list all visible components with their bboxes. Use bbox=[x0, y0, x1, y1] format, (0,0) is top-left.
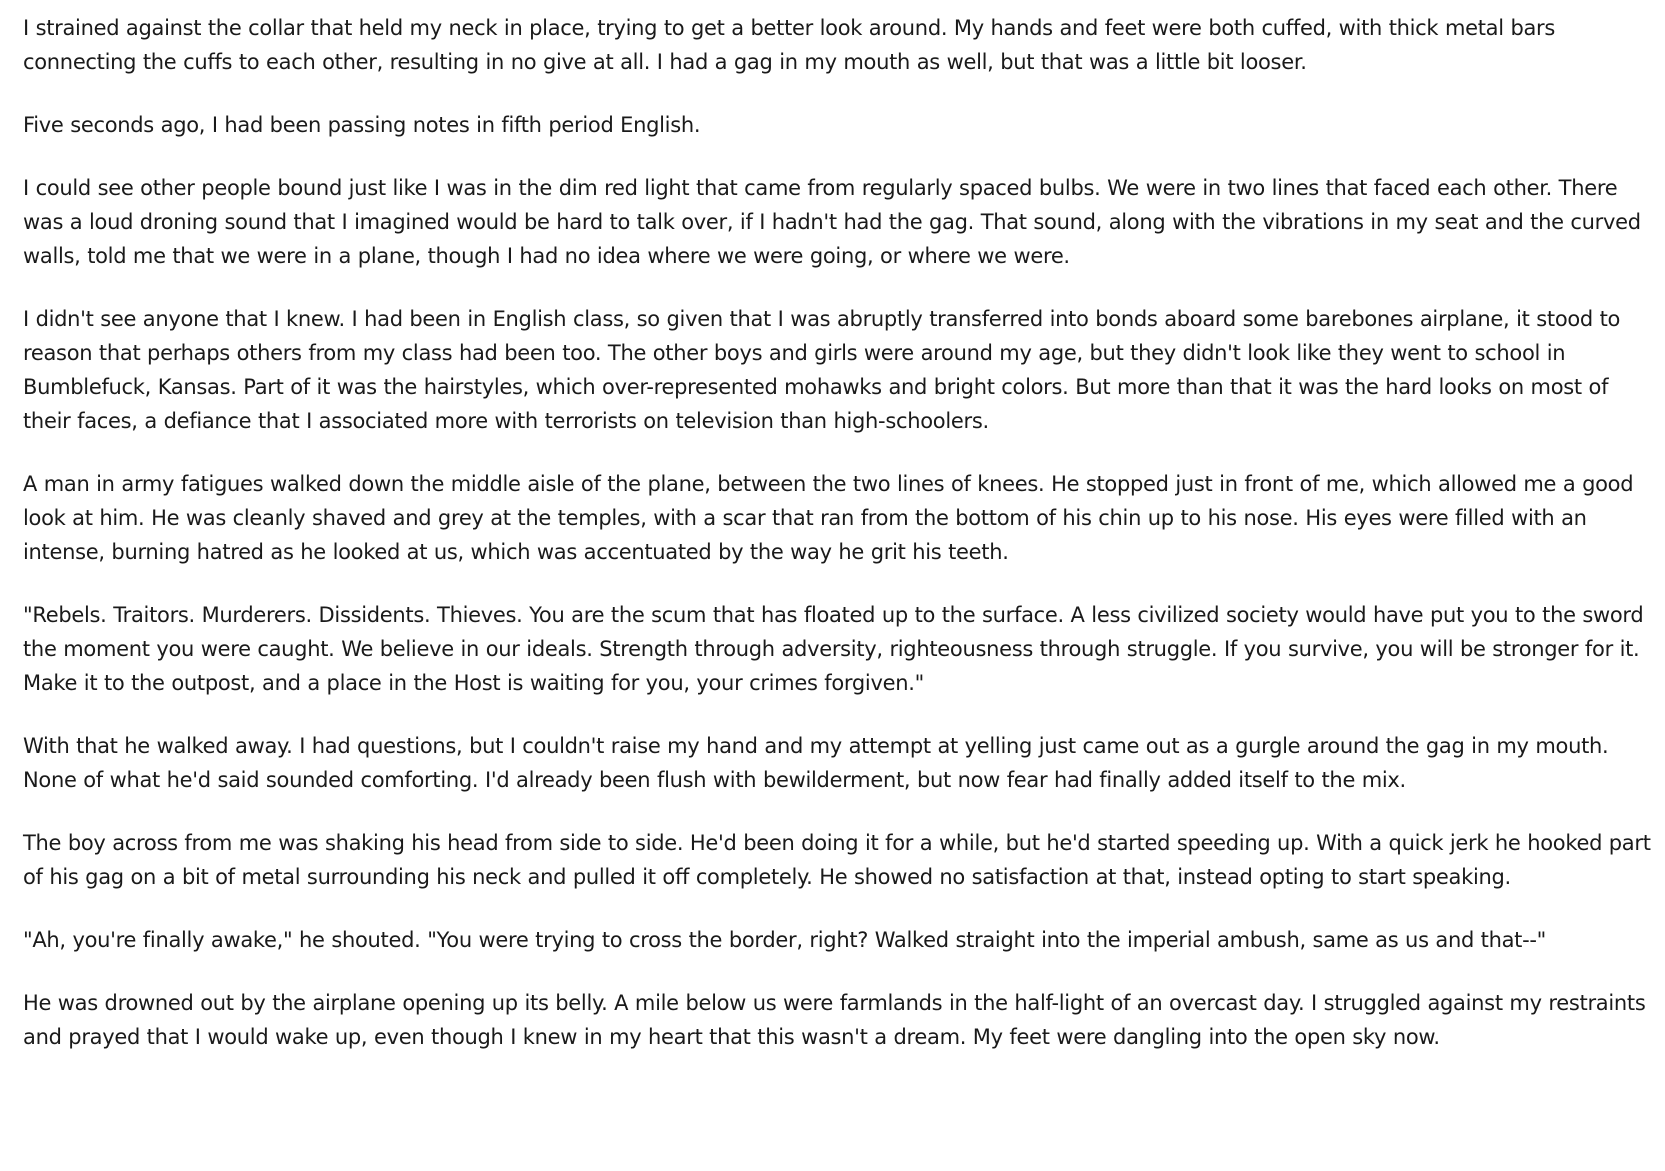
story-text bbox=[23, 11, 1660, 1083]
paragraph: I didn't see anyone that I knew. I had been in English class, so given that I was abruptly transferred into bonds aboard some barebones airplane, it stood to reason that perhaps others from my class had been too. The other boys and girls were around my age, but they didn't look like they went to school in Bumblefuck, Kansas. Part of it was the hairstyles, which over-represented mohawks and bright colors. But more than that it was the hard looks on most of their faces, a defiance that I associated more with terrorists on television than high-schoolers. bbox=[23, 307, 1621, 433]
paragraph: He was drowned out by the airplane opening up its belly. A mile below us were farmlands in the half-light of an overcast day. I struggled against my restraints and prayed that I would wake up, even though I knew in my heart that this wasn't a dream. My feet were dangling into the open sky now. bbox=[23, 991, 1646, 1049]
paragraph: Five seconds ago, I had been passing notes in fifth period English. bbox=[23, 113, 701, 137]
paragraph: "Rebels. Traitors. Murderers. Dissidents. Thieves. You are the scum that has floated up to the surface. A less civilized society would have put you to the sword the moment you were caught. We believe in our ideals. Strength through adversity, righteousness through struggle. If you survive, you will be stronger for it. Make it to the outpost, and a place in the Host is waiting for you, your crimes forgiven." bbox=[23, 603, 1644, 695]
paragraph: With that he walked away. I had questions, but I couldn't raise my hand and my attempt at yelling just came out as a gurgle around the gag in my mouth. None of what he'd said sounded comforting. I'd already been flush with bewilderment, but now fear had finally added itself to the mix. bbox=[23, 734, 1609, 792]
paragraph: A man in army fatigues walked down the middle aisle of the plane, between the two lines of knees. He stopped just in front of me, which allowed me a good look at him. He was cleanly shaved and grey at the temples, with a scar that ran from the bottom of his chin up to his nose. His eyes were filled with an intense, burning hatred as he looked at us, which was accentuated by the way he grit his teeth. bbox=[23, 472, 1634, 564]
paragraph: I strained against the collar that held my neck in place, trying to get a better look around. My hands and feet were both cuffed, with thick metal bars connecting the cuffs to each other, resulting in no give at all. I had a gag in my mouth as well, but that was a little bit looser. bbox=[23, 16, 1556, 74]
paragraph: I could see other people bound just like I was in the dim red light that came from regularly spaced bulbs. We were in two lines that faced each other. There was a loud droning sound that I imagined would be hard to talk over, if I hadn't had the gag. That sound, along with the vibrations in my seat and the curved walls, told me that we were in a plane, though I had no idea where we were going, or where we were. bbox=[23, 176, 1641, 268]
paragraph: The boy across from me was shaking his head from side to side. He'd been doing it for a while, but he'd started speeding up. With a quick jerk he hooked part of his gag on a bit of metal surrounding his neck and pulled it off completely. He showed no satisfaction at that, instead opting to start speaking. bbox=[23, 831, 1651, 889]
paragraph: "Ah, you're finally awake," he shouted. "You were trying to cross the border, right? Walked straight into the imperial ambush, same as us and that--" bbox=[23, 928, 1547, 952]
